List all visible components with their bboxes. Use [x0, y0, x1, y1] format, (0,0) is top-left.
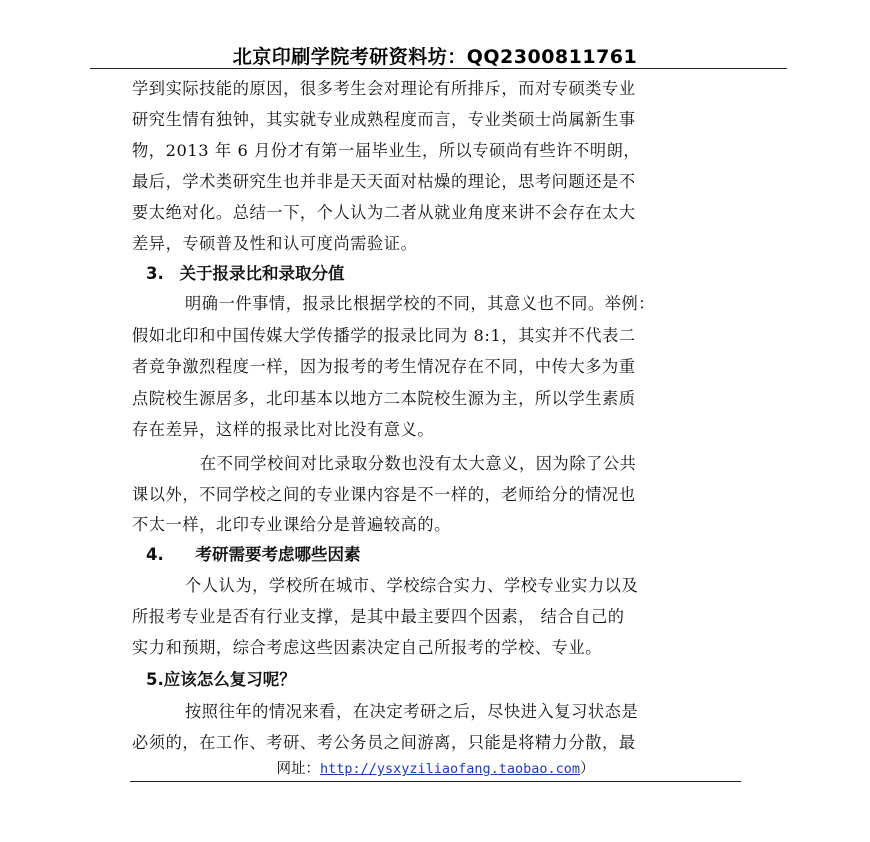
paragraph-line: 必须的，在工作、考研、考公务员之间游离，只能是将精力分散，最	[132, 733, 636, 752]
section-heading	[146, 670, 296, 690]
footer-paren: ）	[580, 761, 595, 777]
page-footer	[130, 760, 741, 778]
section-title: 关于报录比和录取分值	[179, 264, 345, 283]
paragraph-line: 按照往年的情况来看，在决定考研之后，尽快进入复习状态是	[185, 702, 639, 721]
paragraph-line: 不太一样，北印专业课给分是普遍较高的。	[132, 515, 451, 534]
paragraph-line: 在不同学校间对比录取分数也没有太大意义，因为除了公共	[200, 454, 637, 473]
footer-rule	[130, 781, 741, 782]
paragraph-line: 物，2013 年 6 月份才有第一届毕业生，所以专硕尚有些许不明朗，	[132, 141, 641, 160]
paragraph-line: 差异，专硕普及性和认可度尚需验证。	[132, 234, 418, 253]
paragraph-line: 存在差异，这样的报录比对比没有意义。	[132, 420, 435, 439]
section-number: 5.	[146, 670, 164, 689]
section-title: 应该怎么复习呢？	[163, 670, 296, 689]
section-title: 考研需要考虑哪些因素	[195, 545, 361, 564]
paragraph-line: 所报考专业是否有行业支撑，是其中最主要四个因素， 结合自己的	[132, 607, 625, 626]
paragraph-line: 要太绝对化。总结一下，个人认为二者从就业角度来讲不会存在太大	[132, 203, 636, 222]
header-rule	[90, 68, 787, 69]
section-heading	[146, 545, 361, 565]
section-number: 4.	[146, 545, 164, 564]
paragraph-line: 假如北印和中国传媒大学传播学的报录比同为 8:1，其实并不代表二	[132, 326, 636, 345]
paragraph-line: 点院校生源居多，北印基本以地方二本院校生源为主，所以学生素质	[132, 389, 636, 408]
paragraph-line: 课以外，不同学校之间的专业课内容是不一样的，老师给分的情况也	[132, 485, 636, 504]
section-number: 3.	[146, 264, 164, 283]
paragraph-line: 研究生情有独钟，其实就专业成熟程度而言，专业类硕士尚属新生事	[132, 110, 636, 129]
paragraph-line: 最后，学术类研究生也并非是天天面对枯燥的理论，思考问题还是不	[132, 172, 636, 191]
section-heading	[146, 264, 345, 284]
paragraph-line: 实力和预期，综合考虑这些因素决定自己所报考的学校、专业。	[132, 638, 603, 657]
footer-label: 网址：	[276, 761, 320, 777]
paragraph-line: 个人认为，学校所在城市、学校综合实力、学校专业实力以及	[185, 576, 639, 595]
paragraph-line: 者竞争激烈程度一样，因为报考的考生情况存在不同，中传大多为重	[132, 357, 636, 376]
page-header: 北京印刷学院考研资料坊：QQ2300811761	[232, 46, 638, 68]
website-link[interactable]: http://ysxyziliaofang.taobao.com	[319, 761, 581, 777]
paragraph-line: 明确一件事情，报录比根据学校的不同，其意义也不同。举例：	[185, 294, 656, 313]
paragraph-line: 学到实际技能的原因，很多考生会对理论有所排斥，而对专硕类专业	[132, 79, 636, 98]
